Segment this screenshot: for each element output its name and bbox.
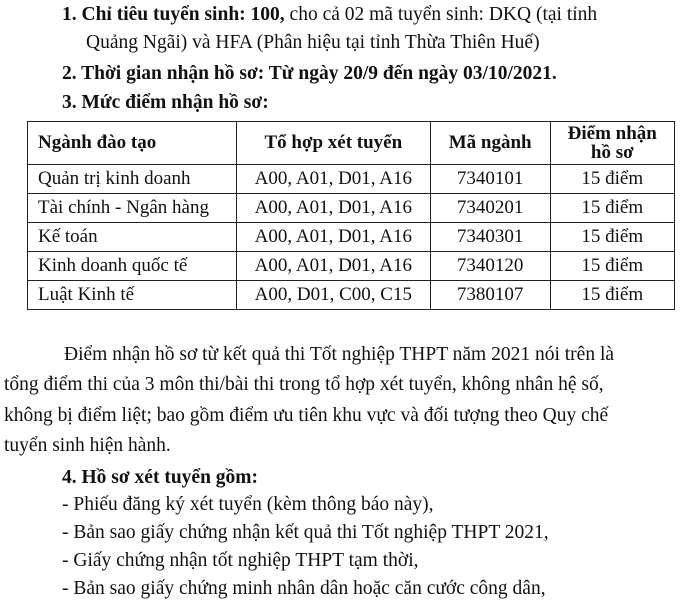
item-3-number: 3. [62, 92, 77, 113]
cell-code: 7340120 [430, 252, 550, 281]
item-3 [62, 90, 269, 116]
table-row [28, 165, 675, 194]
item-1-continuation: Quảng Ngãi) và HFA (Phân hiệu tại tỉnh Thừa Thiên Huế) [86, 32, 540, 53]
bullet-item: - Phiếu đăng ký xét tuyển (kèm thông báo này), [62, 494, 434, 515]
section-4-title: Hồ sơ xét tuyển gồm: [81, 467, 259, 488]
cell-major: Tài chính - Ngân hàng [28, 194, 237, 223]
table-header-row [28, 122, 675, 165]
section-4-heading [62, 465, 258, 491]
cell-score: 15 điểm [550, 281, 674, 310]
paragraph-line-4: tuyển sinh hiện hành. [4, 435, 171, 456]
cell-combination: A00, A01, D01, A16 [236, 165, 430, 194]
table-row [28, 194, 675, 223]
bullet-item: - Giấy chứng nhận tốt nghiệp THPT tạm thời, [62, 550, 419, 571]
table-row [28, 223, 675, 252]
item-1-text: cho cả 02 mã tuyển sinh: DKQ (tại tỉnh [284, 4, 598, 25]
table-row [28, 281, 675, 310]
cell-major: Kinh doanh quốc tế [28, 252, 237, 281]
header-major-code: Mã ngành [430, 122, 550, 165]
admission-table [27, 121, 675, 310]
item-1-heading: Chỉ tiêu tuyển sinh: 100, [81, 4, 285, 25]
cell-combination: A00, A01, D01, A16 [236, 252, 430, 281]
cell-code: 7340301 [430, 223, 550, 252]
paragraph-line-2: tổng điểm thi của 3 môn thi/bài thi trong tổ hợp xét tuyển, không nhân hệ số, [4, 374, 604, 395]
bullet-item: - Bản sao giấy chứng nhận kết quả thi Tốt nghiệp THPT 2021, [62, 522, 549, 543]
bullet-item: - Bản sao giấy chứng minh nhân dân hoặc căn cước công dân, [62, 578, 546, 599]
item-2-text: Thời gian nhận hồ sơ: Từ ngày 20/9 đến ngày 03/10/2021. [81, 63, 557, 84]
item-2-number: 2. [62, 63, 77, 84]
cell-score: 15 điểm [550, 223, 674, 252]
section-4-number: 4. [62, 467, 77, 488]
header-major: Ngành đào tạo [28, 122, 237, 165]
cell-score: 15 điểm [550, 165, 674, 194]
item-2 [62, 61, 557, 87]
table-row [28, 252, 675, 281]
paragraph-line-1: Điểm nhận hồ sơ từ kết quả thi Tốt nghiệp THPT năm 2021 nói trên là [64, 344, 615, 365]
cell-score: 15 điểm [550, 252, 674, 281]
cell-code: 7380107 [430, 281, 550, 310]
cell-combination: A00, A01, D01, A16 [236, 223, 430, 252]
cell-combination: A00, D01, C00, C15 [236, 281, 430, 310]
item-1 [62, 2, 597, 28]
cell-major: Quản trị kinh doanh [28, 165, 237, 194]
paragraph-line-3: không bị điểm liệt; bao gồm điểm ưu tiên khu vực và đối tượng theo Quy chế [4, 405, 609, 426]
cell-major: Kế toán [28, 223, 237, 252]
item-1-number: 1. [62, 4, 77, 25]
cell-code: 7340201 [430, 194, 550, 223]
cell-code: 7340101 [430, 165, 550, 194]
header-subject-combination: Tổ hợp xét tuyển [236, 122, 430, 165]
cell-score: 15 điểm [550, 194, 674, 223]
cell-combination: A00, A01, D01, A16 [236, 194, 430, 223]
header-min-score-text: Điểm nhận hồ sơ [567, 123, 657, 163]
cell-major: Luật Kinh tế [28, 281, 237, 310]
header-min-score [550, 122, 674, 165]
item-3-text: Mức điểm nhận hồ sơ: [81, 92, 269, 113]
